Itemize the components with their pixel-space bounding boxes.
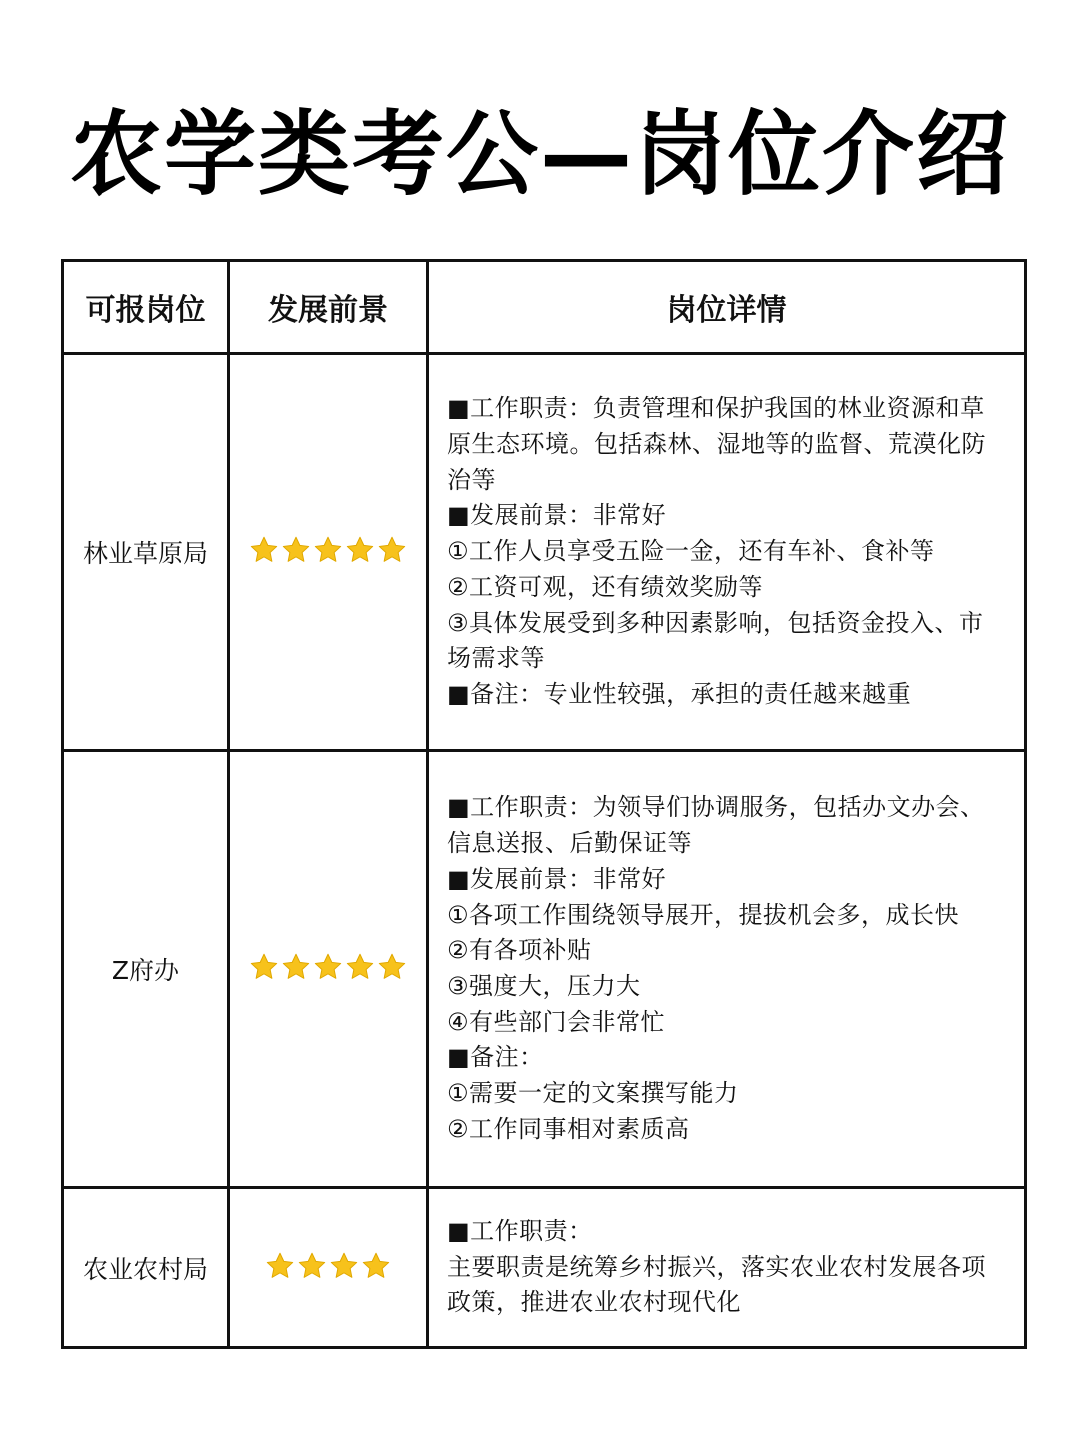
detail-line: ③具体发展受到多种因素影响，包括资金投入、市场需求等 [447,608,984,673]
star-icon [249,535,279,565]
star-icon [361,1251,391,1281]
table-row [63,1188,1026,1348]
detail-line: ②工资可观，还有绩效奖励等 [447,572,764,601]
star-icon [345,952,375,982]
star-icon [281,952,311,982]
detail-line: ■备注：专业性较强，承担的责任越来越重 [447,679,912,708]
detail-cell [428,354,1026,751]
star-icon [297,1251,327,1281]
detail-line: ②有各项补贴 [447,936,592,965]
detail-line: ■发展前景：非常好 [447,864,667,893]
detail-line: ④有些部门会非常忙 [447,1007,666,1036]
table-row [63,354,1026,751]
detail-line: ■工作职责：负责管理和保护我国的林业资源和草原生态环境。包括森林、湿地等的监督、荒漠化防治等 [447,394,986,494]
rating-cell [229,354,428,751]
detail-line: ②工作同事相对素质高 [447,1114,690,1143]
detail-line: ■工作职责： [447,1216,593,1245]
header-post: 可报岗位 [63,261,229,354]
page-title: 农学类考公—岗位介绍 [69,101,1010,208]
detail-cell [428,751,1026,1188]
detail-line: ■发展前景：非常好 [447,501,667,530]
rating-cell [229,1188,428,1348]
detail-line: ■工作职责：为领导们协调服务，包括办文办会、信息送报、后勤保证等 [447,793,985,858]
star-icon [281,535,311,565]
detail-line: 主要职责是统筹乡村振兴，落实农业农村发展各项政策，推进农业农村现代化 [447,1252,986,1317]
detail-cell [428,1188,1026,1348]
detail-line: ①需要一定的文案撰写能力 [447,1079,739,1108]
post-name: 林业草原局 [63,354,229,751]
star-icon [265,1251,295,1281]
job-table [61,259,1027,1349]
rating-cell [229,751,428,1188]
star-icon [377,952,407,982]
table-header-row [63,261,1026,354]
header-details: 岗位详情 [428,261,1026,354]
detail-line: ③强度大，压力大 [447,972,641,1000]
star-rating [249,952,407,982]
star-rating [249,535,407,565]
star-icon [345,535,375,565]
star-icon [377,535,407,565]
detail-line: ■备注： [447,1043,544,1072]
star-icon [313,952,343,982]
post-name: 农业农村局 [63,1188,229,1348]
header-prospect: 发展前景 [229,261,428,354]
post-name: Z府办 [63,751,229,1188]
star-rating [265,1251,391,1281]
star-icon [329,1251,359,1281]
star-icon [313,535,343,565]
detail-line: ①工作人员享受五险一金，还有车补、食补等 [447,537,935,566]
detail-line: ①各项工作围绕领导展开，提拔机会多，成长快 [447,900,960,929]
table-row [63,751,1026,1188]
star-icon [249,952,279,982]
